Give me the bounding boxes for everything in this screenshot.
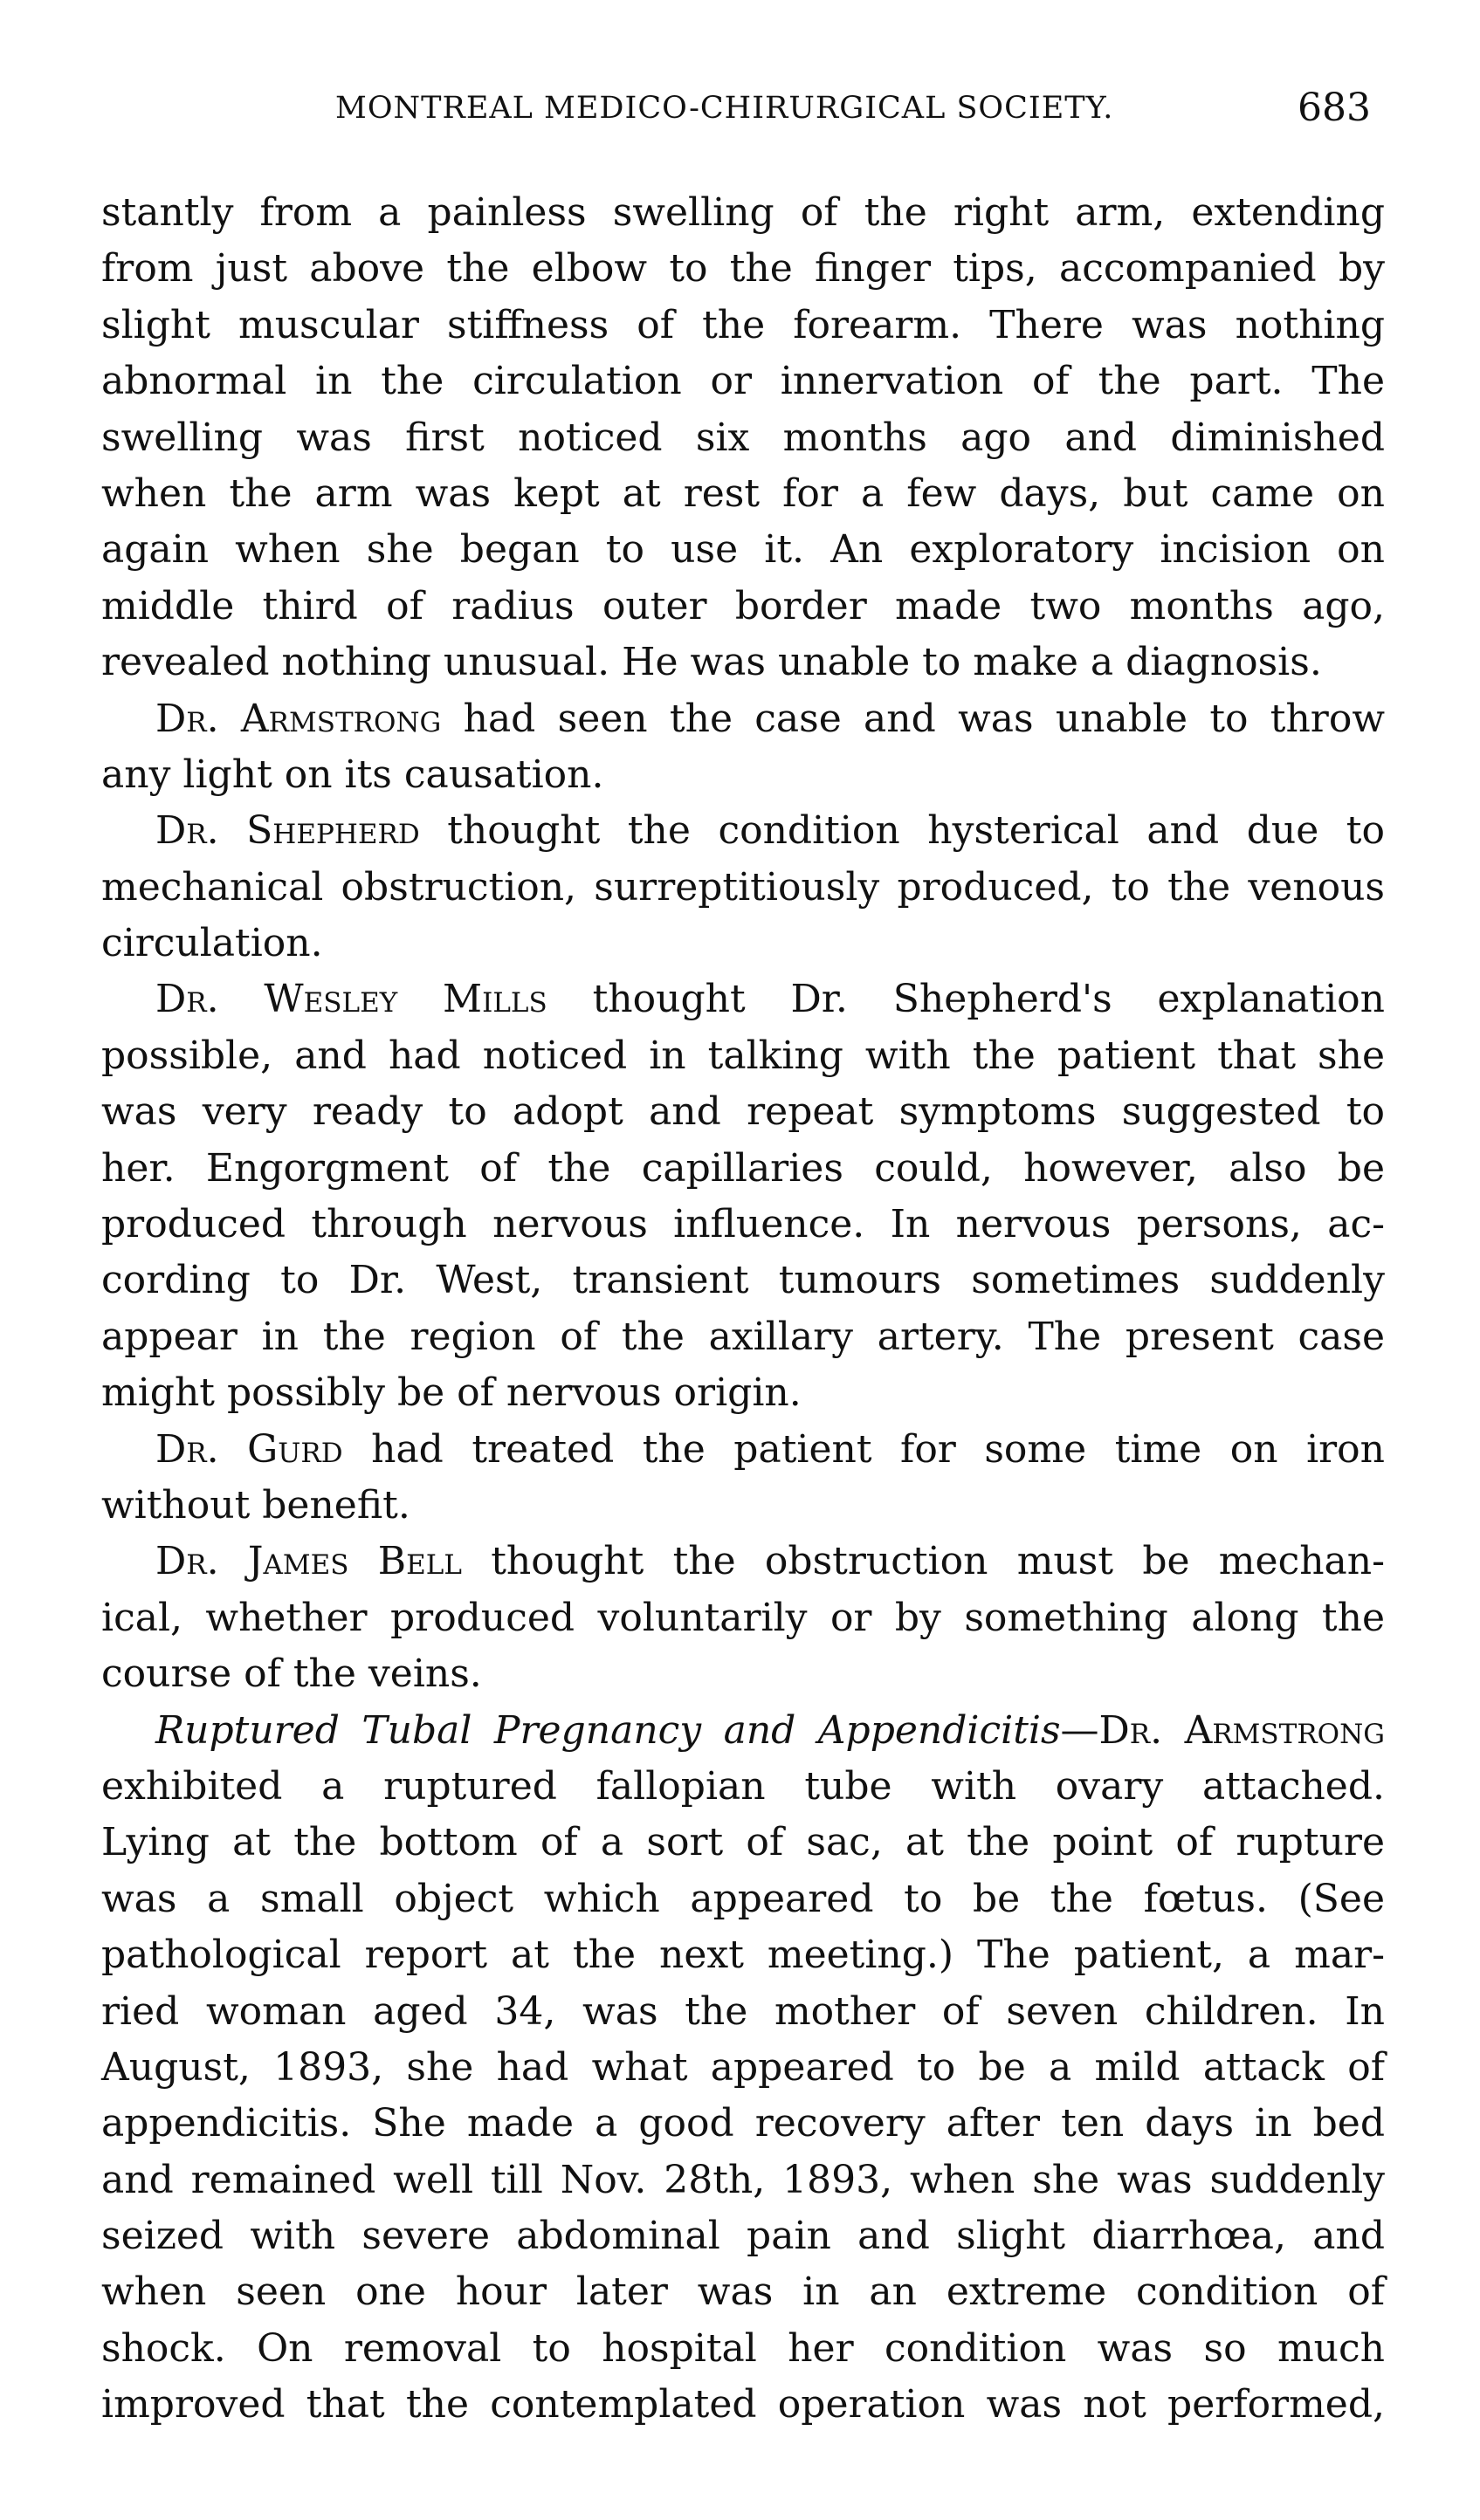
speaker-name: Dr. Gurd — [155, 1426, 343, 1472]
text-span: thought the obstruction must be mechan- — [491, 1539, 1385, 1584]
text-line: Lying at the bottom of a sort of sac, at the point of rupture — [101, 1820, 1385, 1865]
text-line: abnormal in the circulation or innervation of the part. The — [101, 359, 1385, 404]
paragraph-bell-first-line — [101, 1534, 1385, 1590]
text-span: had treated the patient for some time on iron — [371, 1426, 1385, 1472]
text-line: circulation. — [101, 921, 323, 966]
text-line: slight muscular stiffness of the forearm. There was nothing — [101, 302, 1385, 347]
text-line: mechanical obstruction, surreptitiously produced, to the venous — [101, 864, 1385, 910]
text-line: was a small object which appeared to be the fœtus. (See — [101, 1876, 1385, 1921]
text-line: cording to Dr. West, transient tumours sometimes suddenly — [101, 1258, 1385, 1303]
text-line: shock. On removal to hospital her condition was so much — [101, 2325, 1385, 2371]
text-line: pathological report at the next meeting.) The patient, a mar- — [101, 1933, 1385, 1978]
text-line: and remained well till Nov. 28th, 1893, when she was suddenly — [101, 2157, 1385, 2202]
text-line: ried woman aged 34, was the mother of seven children. In — [101, 1988, 1385, 2034]
paragraph-mills-first-line — [101, 972, 1385, 1027]
text-line: middle third of radius outer border made two months ago, — [101, 583, 1385, 628]
text-line: produced through nervous influence. In nervous persons, ac- — [101, 1202, 1385, 1247]
text-line: August, 1893, she had what appeared to be a mild attack of — [101, 2044, 1385, 2090]
text-line: swelling was first noticed six months ago and diminished — [101, 415, 1385, 460]
paragraph-armstrong-first-line — [101, 691, 1385, 747]
text-line: possible, and had noticed in talking with the patient that she — [101, 1033, 1385, 1078]
text-line: might possibly be of nervous origin. — [101, 1370, 802, 1416]
paragraph-shepherd-first-line — [101, 803, 1385, 859]
text-line: course of the veins. — [101, 1651, 482, 1697]
text-span: thought the condition hysterical and due to — [447, 808, 1385, 854]
text-line: seized with severe abdominal pain and slight diarrhœa, and — [101, 2214, 1385, 2259]
speaker-name: Dr. Armstrong — [1098, 1707, 1385, 1753]
text-line: her. Engorgment of the capillaries could, however, also be — [101, 1145, 1385, 1191]
text-line: appendicitis. She made a good recovery after ten days in bed — [101, 2101, 1385, 2146]
text-line: when the arm was kept at rest for a few days, but came on — [101, 470, 1385, 516]
body-text — [101, 185, 1385, 2434]
running-head: MONTREAL MEDICO-CHIRURGICAL SOCIETY. — [335, 91, 1114, 126]
text-line: without benefit. — [101, 1482, 410, 1528]
text-line: was very ready to adopt and repeat symptoms suggested to — [101, 1089, 1385, 1135]
text-span: thought Dr. Shepherd's explanation — [592, 977, 1385, 1022]
speaker-name: Dr. James Bell — [155, 1539, 462, 1584]
text-line: stantly from a painless swelling of the right arm, extending — [101, 190, 1385, 235]
speaker-name: Dr. Shepherd — [155, 808, 420, 854]
text-line: improved that the contemplated operation was not performed, — [101, 2382, 1385, 2427]
speaker-name: Dr. Wesley Mills — [155, 977, 547, 1022]
page-header — [101, 84, 1385, 136]
text-line: exhibited a ruptured fallopian tube with ovary attached. — [101, 1763, 1385, 1809]
text-line: ical, whether produced voluntarily or by something along the — [101, 1595, 1385, 1640]
speaker-name: Dr. Armstrong — [155, 696, 442, 741]
em-dash: — — [1060, 1707, 1099, 1753]
section-heading-line — [101, 1703, 1385, 1759]
text-line: revealed nothing unusual. He was unable to make a diagnosis. — [101, 640, 1322, 685]
page-number: 683 — [1298, 86, 1371, 130]
text-line: when seen one hour later was in an extreme condition of — [101, 2269, 1385, 2315]
text-line: appear in the region of the axillary artery. The present case — [101, 1314, 1385, 1359]
text-line: from just above the elbow to the finger tips, accompanied by — [101, 246, 1385, 292]
text-line: again when she began to use it. An exploratory incision on — [101, 527, 1385, 573]
text-line: any light on its causation. — [101, 752, 604, 797]
paragraph-gurd-first-line — [101, 1422, 1385, 1478]
section-title: Ruptured Tubal Pregnancy and Appendicitis — [155, 1707, 1061, 1753]
text-span: had seen the case and was unable to throw — [463, 696, 1385, 741]
